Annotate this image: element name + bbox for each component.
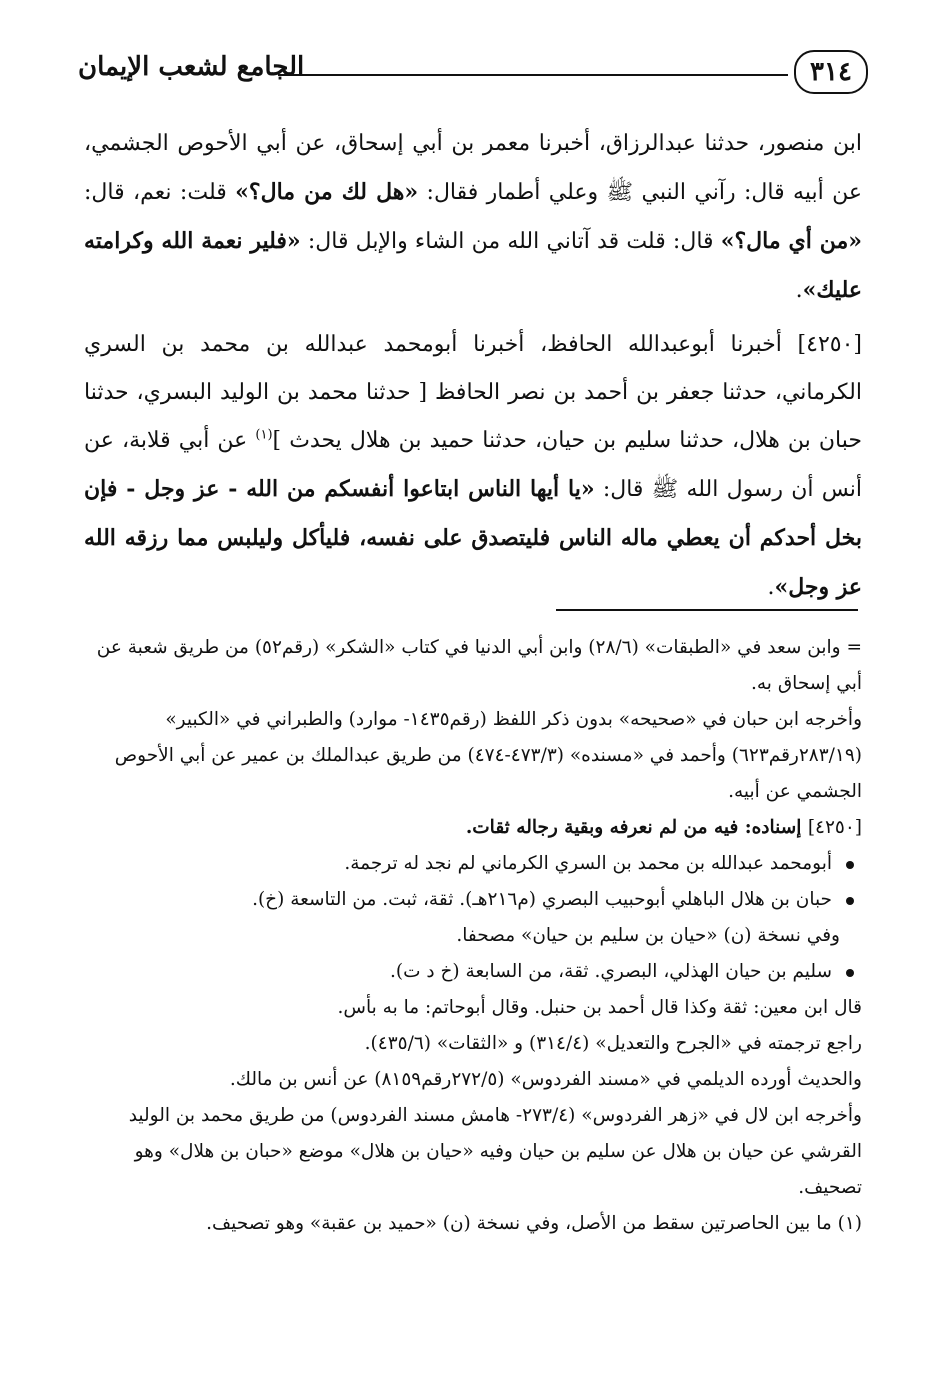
hadith-paragraph-1 [84, 120, 862, 315]
footnote-1: (١) ما بين الحاصرتين سقط من الأصل، وفي نسخة (ن) «حميد بن عقبة» وهو تصحيف. [206, 1213, 862, 1234]
main-text [84, 120, 862, 618]
hadith-number: [٤٢٥٠] [807, 817, 862, 838]
footnote-separator [556, 609, 858, 611]
note-line: والحديث أورده الديلمي في «مسند الفردوس» (٢٧٢/٥رقم٨١٥٩) عن أنس بن مالك. [229, 1069, 862, 1090]
book-title: الجامع لشعب الإيمان [78, 52, 305, 82]
footnotes [84, 630, 862, 1242]
header-rule [278, 74, 788, 76]
running-header [78, 44, 868, 100]
paragraph-text: . [795, 278, 803, 303]
note-line: وأخرجه ابن لال في «زهر الفردوس» (٢٧٣/٤- هامش مسند الفردوس) من طريق محمد بن الوليد القرشي عن حيان بن هلال عن سليم بن حيان وفيه «حيان بن هلال» موضع «حبان بن هلال» وهو تصحيف. [128, 1105, 862, 1198]
bullet-item [84, 882, 862, 918]
note-line: = وابن سعد في «الطبقات» (٢٨/٦) وابن أبي الدنيا في كتاب «الشكر» (رقم٥٢) من طريق شعبة عن أبي إسحاق به. [96, 637, 862, 694]
note-text: سليم بن حيان الهذلي، البصري. ثقة، من السابعة (خ د ت). [389, 961, 832, 982]
note-line: وفي نسخة (ن) «حيان بن سليم بن حيان» مصحفا. [456, 925, 840, 946]
prophet-quote: «يا أيها الناس ابتاعوا أنفسكم من الله - عز وجل - فإن بخل أحدكم أن يعطي ماله الناس فليتصدق على نفسه، فليأكل وليلبس مما رزقه الله عز وجل» [84, 476, 862, 600]
prophet-quote: «من أي مال؟» [720, 228, 862, 254]
page-number: ٣١٤ [794, 50, 868, 94]
bullet-item [84, 954, 862, 990]
prophet-quote: «هل لك من مال؟» [235, 179, 419, 205]
hadith-number: [٤٢٥٠] [797, 332, 862, 357]
note-line: وأخرجه ابن حبان في «صحيحه» بدون ذكر اللفظ (رقم١٤٣٥- موارد) والطبراني في «الكبير» (٢٨٣/١٩رقم٦٢٣) وأحمد في «مسنده» (٤٧٣/٣-٤٧٤) من طريق عبدالملك بن عمير عن أبي الأحوص الجشمي عن أبيه. [114, 709, 862, 802]
hadith-paragraph-2 [84, 321, 862, 612]
bullet-icon [846, 969, 854, 977]
note-line: راجع ترجمته في «الجرح والتعديل» (٣١٤/٤) و «الثقات» (٤٣٥/٦). [364, 1033, 862, 1054]
note-line: قال ابن معين: ثقة وكذا قال أحمد بن حنبل. وقال أبوحاتم: ما به بأس. [337, 997, 862, 1018]
paragraph-text: عن أبي قلابة، عن أنس أن رسول الله ﷺ قال: [84, 428, 862, 502]
footnote-ref: (١) [255, 427, 273, 443]
paragraph-text: . [767, 575, 775, 600]
note-line [84, 810, 862, 846]
bullet-icon [846, 897, 854, 905]
bullet-icon [846, 861, 854, 869]
prophet-quote: «فلير نعمة الله وكرامته عليك» [84, 228, 862, 303]
note-text: حبان بن هلال الباهلي أبوحبيب البصري (م٢١٦هـ). ثقة، ثبت. من التاسعة (خ). [252, 889, 832, 910]
bullet-item [84, 846, 862, 882]
paragraph-text: أخبرنا أبوعبدالله الحافظ، أخبرنا أبومحمد عبدالله بن محمد بن السري الكرماني، حدثنا جعفر بن أحمد بن نصر الحافظ [ حدثنا محمد بن الوليد البسري، حدثنا حبان بن هلال، حدثنا سليم بن حيان، حدثنا حميد بن هلال يحدث ] [84, 332, 862, 453]
note-text: أبومحمد عبدالله بن محمد بن السري الكرماني لم نجد له ترجمة. [344, 853, 832, 874]
paragraph-text: قال: قلت قد آتاني الله من الشاء والإبل قال: [300, 229, 721, 254]
note-text: إسناده: فيه من لم نعرفه وبقية رجاله ثقات. [465, 817, 808, 838]
paragraph-text: ابن منصور، حدثنا عبدالرزاق، أخبرنا معمر بن أبي إسحاق، عن أبي الأحوص الجشمي، عن أبيه قال: رآني النبي ﷺ وعلي أطمار فقال: [84, 131, 862, 205]
paragraph-text: قلت: نعم، قال: [84, 180, 236, 205]
